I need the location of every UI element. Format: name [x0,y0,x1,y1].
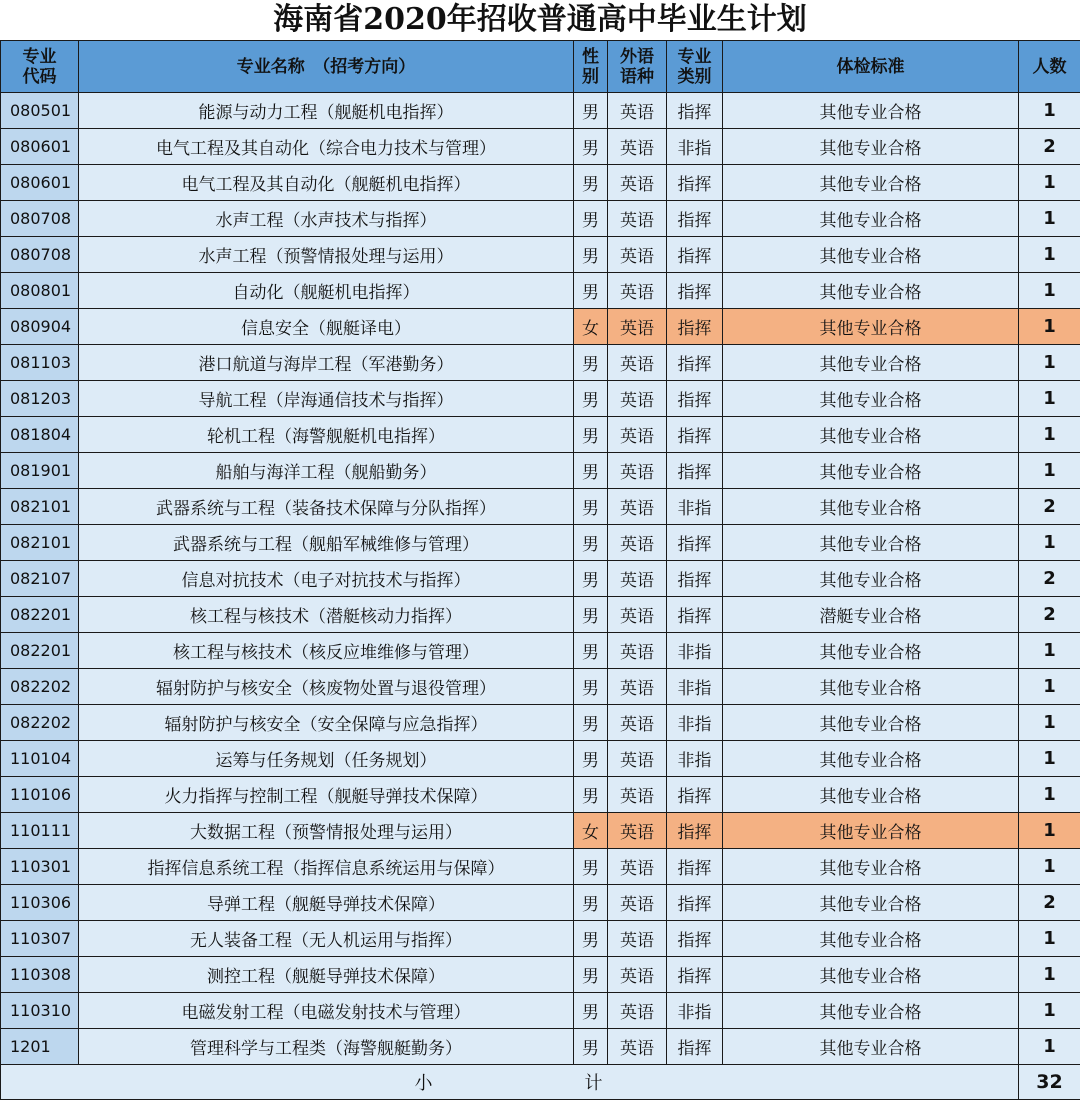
cell-code: 080601 [1,129,79,165]
cell-language: 英语 [608,777,667,813]
cell-type: 指挥 [667,201,723,237]
cell-standard: 其他专业合格 [723,777,1019,813]
cell-count: 1 [1019,273,1080,309]
table-row [1,237,1080,273]
cell-standard: 其他专业合格 [723,201,1019,237]
cell-standard: 其他专业合格 [723,309,1019,345]
cell-language: 英语 [608,345,667,381]
table-row [1,417,1080,453]
cell-count: 2 [1019,597,1080,633]
cell-type: 指挥 [667,957,723,993]
cell-code: 080601 [1,165,79,201]
table-row [1,93,1080,129]
table-row [1,777,1080,813]
header-language: 外语 语种 [608,41,667,93]
cell-code: 110104 [1,741,79,777]
table-row [1,885,1080,921]
cell-gender: 男 [574,201,608,237]
cell-name: 导弹工程（舰艇导弹技术保障） [79,885,574,921]
cell-count: 2 [1019,561,1080,597]
cell-name: 能源与动力工程（舰艇机电指挥） [79,93,574,129]
cell-name: 核工程与核技术（核反应堆维修与管理） [79,633,574,669]
subtotal-label: 小 计 [1,1065,1019,1100]
cell-language: 英语 [608,993,667,1029]
cell-count: 1 [1019,201,1080,237]
table-row [1,453,1080,489]
header-type: 专业 类别 [667,41,723,93]
table-row [1,309,1080,345]
cell-language: 英语 [608,237,667,273]
cell-name: 导航工程（岸海通信技术与指挥） [79,381,574,417]
table-row [1,1029,1080,1065]
cell-language: 英语 [608,669,667,705]
cell-name: 管理科学与工程类（海警舰艇勤务） [79,1029,574,1065]
cell-gender: 男 [574,669,608,705]
page-title: 海南省2020年招收普通高中毕业生计划 [0,0,1080,40]
cell-count: 1 [1019,1029,1080,1065]
cell-gender: 男 [574,273,608,309]
header-code: 专业 代码 [1,41,79,93]
cell-code: 082201 [1,633,79,669]
cell-language: 英语 [608,165,667,201]
cell-code: 082201 [1,597,79,633]
cell-standard: 潜艇专业合格 [723,597,1019,633]
table-row [1,597,1080,633]
cell-standard: 其他专业合格 [723,417,1019,453]
cell-standard: 其他专业合格 [723,129,1019,165]
table-row [1,957,1080,993]
cell-gender: 男 [574,921,608,957]
cell-count: 2 [1019,885,1080,921]
cell-gender: 男 [574,885,608,921]
cell-code: 082101 [1,525,79,561]
cell-gender: 男 [574,345,608,381]
cell-gender: 男 [574,165,608,201]
cell-code: 081103 [1,345,79,381]
cell-type: 非指 [667,993,723,1029]
cell-standard: 其他专业合格 [723,849,1019,885]
cell-code: 110308 [1,957,79,993]
cell-language: 英语 [608,813,667,849]
table-row [1,381,1080,417]
cell-standard: 其他专业合格 [723,741,1019,777]
cell-type: 指挥 [667,453,723,489]
cell-type: 指挥 [667,885,723,921]
cell-standard: 其他专业合格 [723,525,1019,561]
cell-code: 1201 [1,1029,79,1065]
header-count: 人数 [1019,41,1080,93]
cell-standard: 其他专业合格 [723,489,1019,525]
cell-standard: 其他专业合格 [723,273,1019,309]
cell-type: 指挥 [667,417,723,453]
cell-code: 110301 [1,849,79,885]
subtotal-value: 32 [1019,1065,1080,1100]
cell-type: 非指 [667,705,723,741]
cell-code: 080904 [1,309,79,345]
cell-code: 080801 [1,273,79,309]
cell-language: 英语 [608,525,667,561]
cell-standard: 其他专业合格 [723,345,1019,381]
cell-name: 港口航道与海岸工程（军港勤务） [79,345,574,381]
cell-count: 1 [1019,633,1080,669]
cell-gender: 男 [574,633,608,669]
cell-name: 核工程与核技术（潜艇核动力指挥） [79,597,574,633]
cell-code: 110306 [1,885,79,921]
table-row [1,129,1080,165]
cell-standard: 其他专业合格 [723,93,1019,129]
cell-gender: 男 [574,129,608,165]
header-name: 专业名称 （招考方向） [79,41,574,93]
cell-type: 指挥 [667,561,723,597]
cell-count: 1 [1019,669,1080,705]
cell-count: 1 [1019,93,1080,129]
cell-code: 081901 [1,453,79,489]
cell-standard: 其他专业合格 [723,921,1019,957]
subtotal-row [1,1065,1080,1100]
cell-type: 指挥 [667,309,723,345]
table-row [1,165,1080,201]
header-gender: 性 别 [574,41,608,93]
cell-code: 082107 [1,561,79,597]
cell-type: 非指 [667,129,723,165]
cell-code: 080708 [1,237,79,273]
header-row [1,41,1080,93]
cell-count: 2 [1019,489,1080,525]
cell-count: 1 [1019,453,1080,489]
cell-language: 英语 [608,597,667,633]
cell-code: 082202 [1,705,79,741]
cell-standard: 其他专业合格 [723,165,1019,201]
cell-gender: 男 [574,381,608,417]
table-row [1,201,1080,237]
cell-type: 非指 [667,741,723,777]
cell-standard: 其他专业合格 [723,669,1019,705]
table-row [1,741,1080,777]
cell-count: 1 [1019,165,1080,201]
cell-count: 1 [1019,345,1080,381]
table-row [1,633,1080,669]
cell-count: 1 [1019,813,1080,849]
cell-standard: 其他专业合格 [723,957,1019,993]
cell-count: 1 [1019,381,1080,417]
cell-name: 无人装备工程（无人机运用与指挥） [79,921,574,957]
cell-type: 指挥 [667,165,723,201]
cell-name: 轮机工程（海警舰艇机电指挥） [79,417,574,453]
cell-count: 1 [1019,849,1080,885]
cell-standard: 其他专业合格 [723,1029,1019,1065]
cell-count: 1 [1019,957,1080,993]
cell-code: 110111 [1,813,79,849]
cell-standard: 其他专业合格 [723,633,1019,669]
cell-gender: 女 [574,813,608,849]
cell-name: 自动化（舰艇机电指挥） [79,273,574,309]
cell-name: 大数据工程（预警情报处理与运用） [79,813,574,849]
cell-count: 1 [1019,993,1080,1029]
table-row [1,669,1080,705]
cell-type: 非指 [667,633,723,669]
table-row [1,993,1080,1029]
cell-language: 英语 [608,453,667,489]
cell-language: 英语 [608,273,667,309]
cell-type: 指挥 [667,921,723,957]
cell-count: 1 [1019,921,1080,957]
cell-language: 英语 [608,849,667,885]
cell-language: 英语 [608,381,667,417]
cell-type: 指挥 [667,1029,723,1065]
cell-code: 081804 [1,417,79,453]
cell-count: 1 [1019,237,1080,273]
cell-type: 指挥 [667,345,723,381]
cell-gender: 男 [574,777,608,813]
cell-language: 英语 [608,741,667,777]
cell-name: 武器系统与工程（舰船军械维修与管理） [79,525,574,561]
cell-gender: 男 [574,741,608,777]
cell-name: 火力指挥与控制工程（舰艇导弹技术保障） [79,777,574,813]
cell-language: 英语 [608,921,667,957]
cell-name: 辐射防护与核安全（核废物处置与退役管理） [79,669,574,705]
cell-type: 指挥 [667,381,723,417]
cell-standard: 其他专业合格 [723,885,1019,921]
cell-code: 110106 [1,777,79,813]
cell-language: 英语 [608,489,667,525]
cell-name: 水声工程（水声技术与指挥） [79,201,574,237]
cell-type: 指挥 [667,597,723,633]
cell-name: 测控工程（舰艇导弹技术保障） [79,957,574,993]
cell-language: 英语 [608,417,667,453]
cell-gender: 男 [574,957,608,993]
cell-code: 082202 [1,669,79,705]
cell-language: 英语 [608,201,667,237]
cell-gender: 男 [574,525,608,561]
cell-name: 指挥信息系统工程（指挥信息系统运用与保障） [79,849,574,885]
cell-code: 080501 [1,93,79,129]
cell-code: 081203 [1,381,79,417]
cell-language: 英语 [608,129,667,165]
cell-count: 1 [1019,741,1080,777]
cell-standard: 其他专业合格 [723,993,1019,1029]
cell-name: 电气工程及其自动化（舰艇机电指挥） [79,165,574,201]
cell-gender: 女 [574,309,608,345]
table-row [1,705,1080,741]
cell-gender: 男 [574,597,608,633]
table-row [1,849,1080,885]
cell-language: 英语 [608,705,667,741]
cell-code: 080708 [1,201,79,237]
cell-name: 水声工程（预警情报处理与运用） [79,237,574,273]
cell-gender: 男 [574,993,608,1029]
cell-count: 1 [1019,417,1080,453]
cell-standard: 其他专业合格 [723,453,1019,489]
cell-count: 2 [1019,129,1080,165]
cell-gender: 男 [574,453,608,489]
cell-type: 指挥 [667,777,723,813]
cell-language: 英语 [608,561,667,597]
cell-type: 非指 [667,669,723,705]
cell-count: 1 [1019,777,1080,813]
cell-standard: 其他专业合格 [723,237,1019,273]
cell-language: 英语 [608,1029,667,1065]
cell-code: 110310 [1,993,79,1029]
cell-language: 英语 [608,309,667,345]
cell-name: 电磁发射工程（电磁发射技术与管理） [79,993,574,1029]
cell-standard: 其他专业合格 [723,813,1019,849]
cell-name: 信息对抗技术（电子对抗技术与指挥） [79,561,574,597]
cell-type: 指挥 [667,849,723,885]
cell-standard: 其他专业合格 [723,381,1019,417]
cell-gender: 男 [574,237,608,273]
cell-language: 英语 [608,633,667,669]
header-standard: 体检标准 [723,41,1019,93]
cell-name: 武器系统与工程（装备技术保障与分队指挥） [79,489,574,525]
table-row [1,489,1080,525]
cell-language: 英语 [608,93,667,129]
cell-name: 辐射防护与核安全（安全保障与应急指挥） [79,705,574,741]
cell-language: 英语 [608,885,667,921]
cell-gender: 男 [574,849,608,885]
cell-standard: 其他专业合格 [723,561,1019,597]
table-row [1,345,1080,381]
cell-gender: 男 [574,417,608,453]
cell-count: 1 [1019,525,1080,561]
cell-code: 110307 [1,921,79,957]
cell-type: 非指 [667,489,723,525]
cell-code: 082101 [1,489,79,525]
cell-gender: 男 [574,705,608,741]
cell-gender: 男 [574,1029,608,1065]
cell-name: 信息安全（舰艇译电） [79,309,574,345]
cell-standard: 其他专业合格 [723,705,1019,741]
cell-type: 指挥 [667,273,723,309]
cell-type: 指挥 [667,93,723,129]
cell-name: 运筹与任务规划（任务规划） [79,741,574,777]
table-row [1,921,1080,957]
cell-count: 1 [1019,309,1080,345]
table-row [1,813,1080,849]
table-row [1,525,1080,561]
cell-gender: 男 [574,561,608,597]
enrollment-plan-table [0,40,1080,1100]
cell-gender: 男 [574,93,608,129]
cell-language: 英语 [608,957,667,993]
table-row [1,273,1080,309]
cell-name: 电气工程及其自动化（综合电力技术与管理） [79,129,574,165]
cell-type: 指挥 [667,813,723,849]
cell-type: 指挥 [667,525,723,561]
cell-name: 船舶与海洋工程（舰船勤务） [79,453,574,489]
cell-gender: 男 [574,489,608,525]
cell-count: 1 [1019,705,1080,741]
table-row [1,561,1080,597]
cell-type: 指挥 [667,237,723,273]
